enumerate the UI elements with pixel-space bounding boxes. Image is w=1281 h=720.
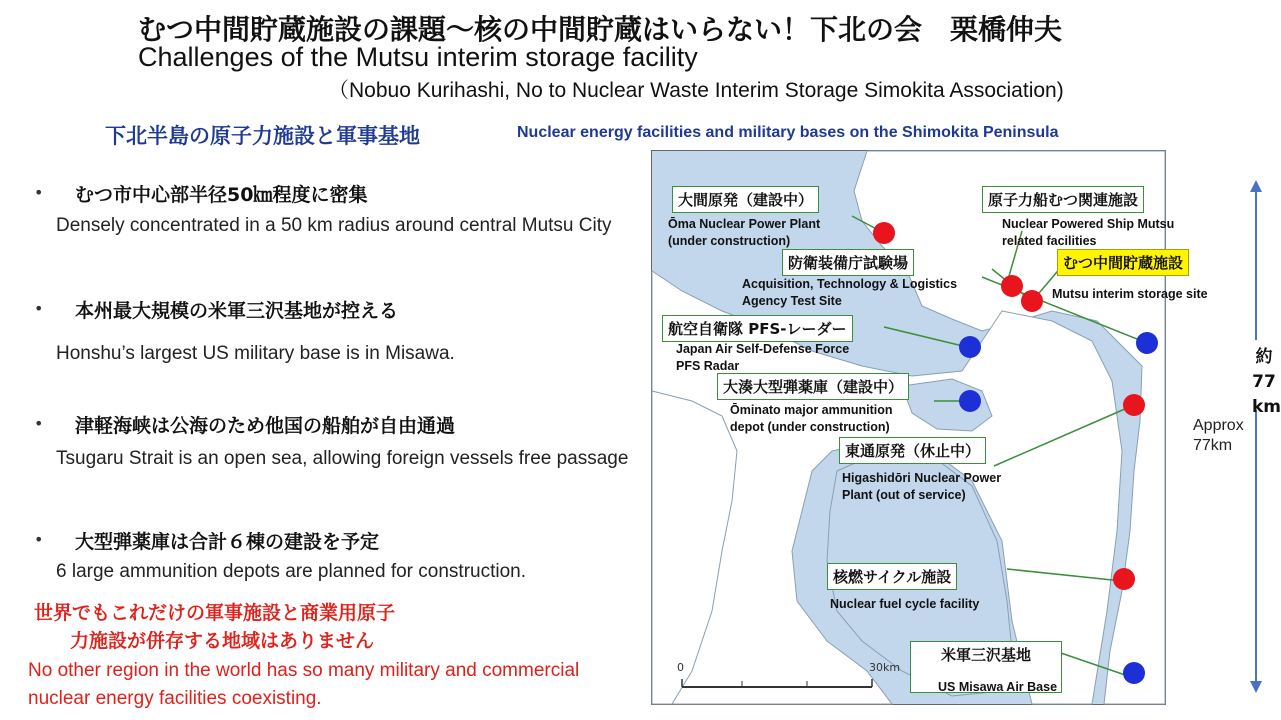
label-higashidori-en: Higashidōri Nuclear Power Plant (out of service) <box>842 471 1002 502</box>
marker-misawa <box>1123 662 1145 684</box>
label-test-site-jp: 防衛装備庁試験場 <box>782 249 914 276</box>
bullet-marker: • <box>34 183 44 202</box>
label-oma-jp: 大間原発（建設中） <box>672 186 819 213</box>
label-storage-jp: むつ中間貯蔵施設 <box>1057 249 1189 276</box>
section-title-en: Nuclear energy facilities and military bases on the Shimokita Peninsula <box>517 124 1059 141</box>
marker-fuel-cycle <box>1113 568 1135 590</box>
bullet-text-jp: むつ市中心部半径50㎞程度に密集 <box>75 184 368 206</box>
scale-end-label: 30km <box>869 661 901 674</box>
conclusion-en: No other region in the world has so many military and commercial nuclear energy facilities coexisting. <box>28 660 580 709</box>
marker-ominato-depot <box>959 390 981 412</box>
label-misawa-jp: 米軍三沢基地 <box>910 641 1062 693</box>
section-title-jp: 下北半島の原子力施設と軍事基地 <box>105 124 420 148</box>
bullet-marker: • <box>34 299 44 318</box>
label-radar-en: Japan Air Self-Defense Force PFS Radar <box>676 342 850 373</box>
label-oma-en: Ōma Nuclear Power Plant (under construction) <box>668 217 821 248</box>
bullet-text-jp: 本州最大規模の米軍三沢基地が控える <box>75 300 399 322</box>
marker-oma-nuclear <box>873 222 895 244</box>
bullet-text-en: 6 large ammunition depots are planned for construction. <box>56 561 526 582</box>
bullet-text-en: Tsugaru Strait is an open sea, allowing foreign vessels free passage <box>56 448 629 469</box>
shimokita-map <box>651 150 1208 705</box>
scale-start-label: 0 <box>677 661 684 674</box>
label-fuel-cycle-jp: 核燃サイクル施設 <box>827 563 957 590</box>
label-higashidori-jp: 東通原発（休止中） <box>839 437 986 464</box>
label-test-site-en: Acquisition, Technology & Logistics Agency Test Site <box>742 277 958 308</box>
label-mutsu-ship-en: Nuclear Powered Ship Mutsu related facilities <box>1002 217 1175 248</box>
marker-higashidori <box>1123 394 1145 416</box>
distance-jp: 約 77 km <box>1252 347 1281 417</box>
page-title-jp: むつ中間貯蔵施設の課題～核の中間貯蔵はいらない！下北の会 栗橋伸夫 <box>138 13 1063 46</box>
distance-arrow <box>1244 180 1268 695</box>
bullet-text-jp: 大型弾薬庫は合計６棟の建設を予定 <box>75 531 380 553</box>
marker-pfs-radar <box>959 336 981 358</box>
marker-mutsu-ship <box>1001 275 1023 297</box>
label-fuel-cycle-en: Nuclear fuel cycle facility <box>830 597 980 611</box>
label-radar-jp: 航空自衛隊 PFS-レーダー <box>662 315 853 342</box>
label-misawa-en: US Misawa Air Base <box>938 680 1058 694</box>
bullet-marker: • <box>34 530 44 549</box>
marker-test-site <box>1136 332 1158 354</box>
label-ominato-jp: 大湊大型弾薬庫（建設中） <box>717 373 909 400</box>
page-title-en: Challenges of the Mutsu interim storage facility <box>138 42 698 72</box>
bullet-marker: • <box>34 414 44 433</box>
conclusion-jp-line1: 世界でもこれだけの軍事施設と商業用原子 <box>34 602 396 624</box>
marker-mutsu-storage <box>1021 290 1043 312</box>
distance-en: Approx 77km <box>1193 417 1244 454</box>
label-storage-en: Mutsu interim storage site <box>1052 287 1208 301</box>
label-mutsu-ship-jp: 原子力船むつ関連施設 <box>982 186 1144 213</box>
label-ominato-en: Ōminato major ammunition depot (under construction) <box>730 403 893 434</box>
bullet-text-en: Densely concentrated in a 50 km radius around central Mutsu City <box>56 215 612 236</box>
page-subtitle: （Nobuo Kurihashi, No to Nuclear Waste Interim Storage Simokita Association) <box>328 79 1064 102</box>
bullet-text-en: Honshu’s largest US military base is in Misawa. <box>56 343 455 364</box>
conclusion-jp-line2: 力施設が併存する地域はありません <box>70 630 375 652</box>
bullet-text-jp: 津軽海峡は公海のため他国の船舶が自由通過 <box>75 415 456 437</box>
